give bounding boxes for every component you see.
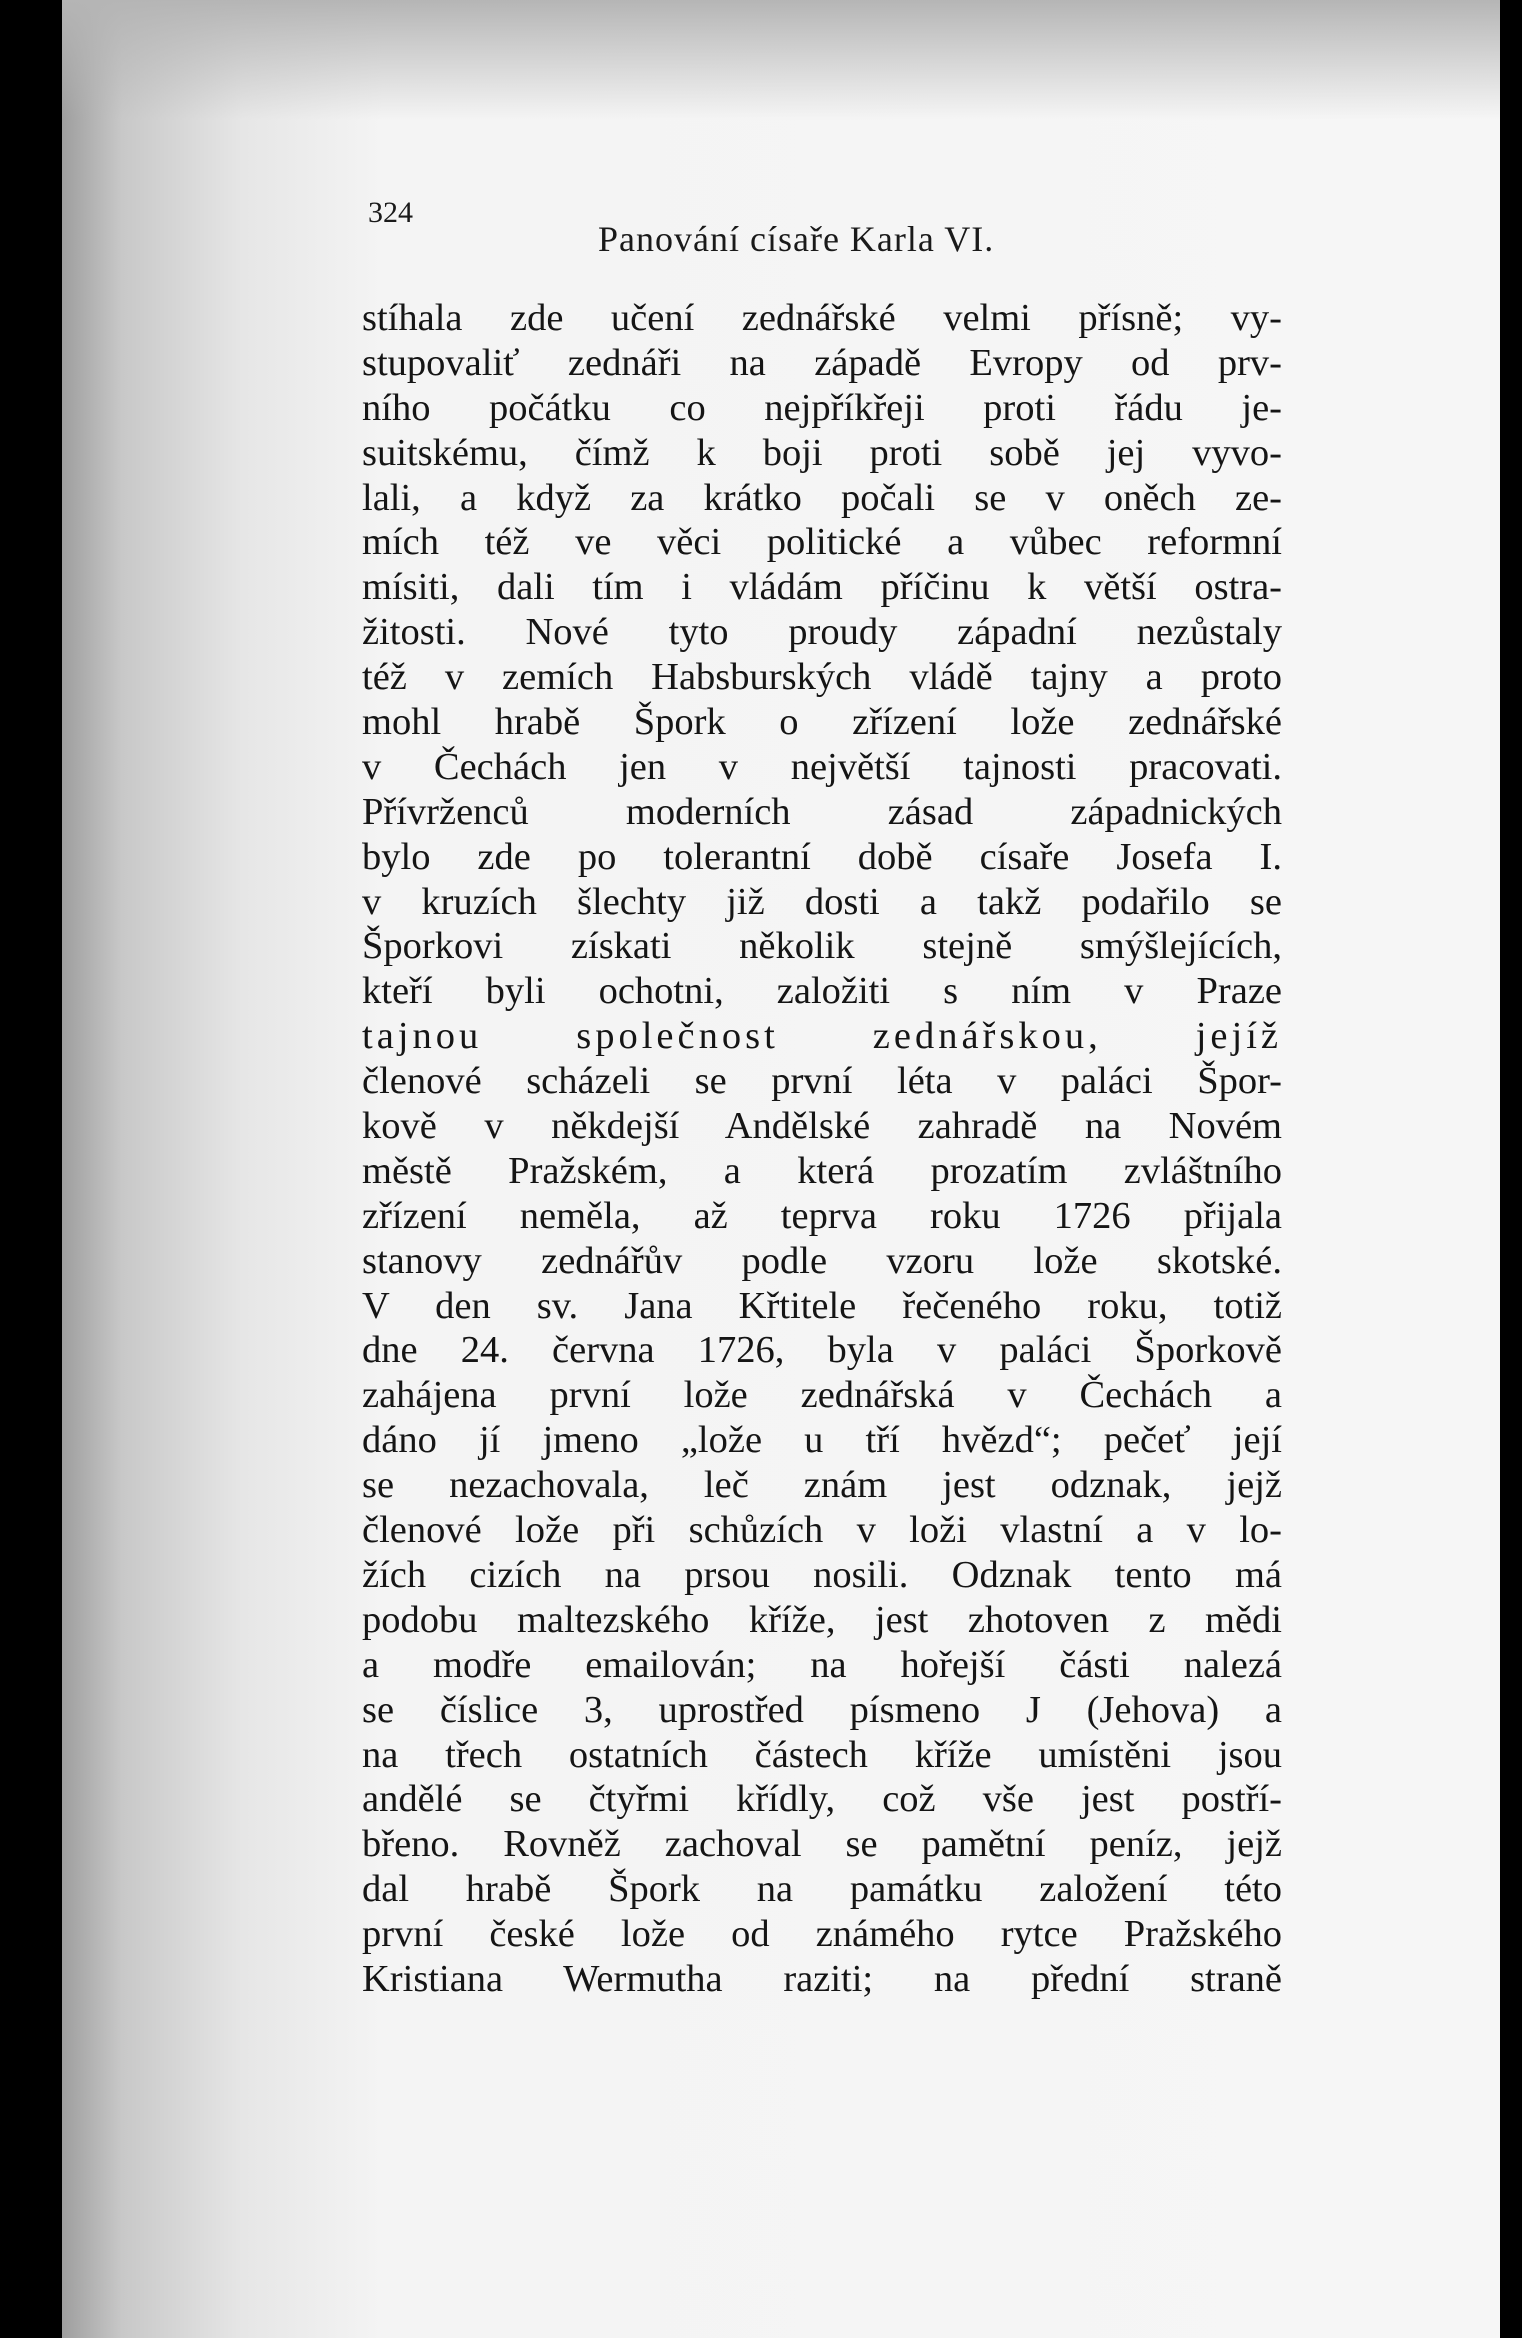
text-line: břeno. Rovněž zachoval se pamětní peníz, jejž	[362, 1823, 1282, 1866]
text-line: mích též ve věci politické a vůbec reformní	[362, 521, 1282, 564]
text-line: dal hrabě Špork na památku založení této	[362, 1868, 1282, 1911]
text-line: lali, a když za krátko počali se v oněch ze-	[362, 476, 1282, 519]
text-line: kteří byli ochotni, založiti s ním v Praze	[362, 970, 1282, 1013]
text-line: stupovaliť zednáři na západě Evropy od prv-	[362, 341, 1282, 384]
text-line: bylo zde po tolerantní době císaře Josefa I.	[362, 835, 1282, 878]
scan-left-border	[0, 0, 62, 2338]
text-line: mohl hrabě Špork o zřízení lože zednářské	[362, 701, 1282, 744]
text-line: dáno jí jmeno „lože u tří hvězd“; pečeť její	[362, 1419, 1282, 1462]
text-line: ního počátku co nejpříkřeji proti řádu je-	[362, 386, 1282, 429]
text-line: též v zemích Habsburských vládě tajny a proto	[362, 656, 1282, 699]
text-line: první české lože od známého rytce Pražského	[362, 1913, 1282, 1956]
text-line: se číslice 3, uprostřed písmeno J (Jehova) a	[362, 1688, 1282, 1731]
text-line: stanovy zednářův podle vzoru lože skotské.	[362, 1239, 1282, 1282]
text-line: v kruzích šlechty již dosti a takž podařilo se	[362, 880, 1282, 923]
text-line: žitosti. Nové tyto proudy západní nezůstaly	[362, 611, 1282, 654]
text-line: Přívrženců moderních zásad západnických	[362, 790, 1282, 833]
text-line: andělé se čtyřmi křídly, což vše jest postří-	[362, 1778, 1282, 1821]
text-line: a modře emailován; na hořejší části nalezá	[362, 1643, 1282, 1686]
text-line: Kristiana Wermutha raziti; na přední straně	[362, 1957, 1282, 2000]
text-line: V den sv. Jana Křtitele řečeného roku, totiž	[362, 1284, 1282, 1327]
text-line: na třech ostatních částech kříže umístěni jsou	[362, 1733, 1282, 1776]
text-line: podobu maltezského kříže, jest zhotoven z mědi	[362, 1598, 1282, 1641]
text-line: městě Pražském, a která prozatím zvláštního	[362, 1149, 1282, 1192]
text-line: Šporkovi získati několik stejně smýšlejících,	[362, 925, 1282, 968]
text-line: dne 24. června 1726, byla v paláci Šporkově	[362, 1329, 1282, 1372]
text-line: členové scházeli se první léta v paláci Špor-	[362, 1060, 1282, 1103]
text-line: se nezachovala, leč znám jest odznak, jejž	[362, 1464, 1282, 1507]
paper-top-shadow	[62, 0, 1500, 120]
text-line: kově v někdejší Andělské zahradě na Novém	[362, 1105, 1282, 1148]
text-line: suitskému, čímž k boji proti sobě jej vyvo-	[362, 431, 1282, 474]
running-title: Panování císaře Karla VI.	[598, 219, 995, 259]
text-line: žích cizích na prsou nosili. Odznak tento má	[362, 1553, 1282, 1596]
text-line: stíhala zde učení zednářské velmi přísně; vy-	[362, 297, 1282, 339]
text-line: členové lože při schůzích v loži vlastní a v lo-	[362, 1509, 1282, 1552]
text-line: zahájena první lože zednářská v Čechách a	[362, 1374, 1282, 1417]
text-line: mísiti, dali tím i vládám příčinu k větší ostra-	[362, 566, 1282, 609]
body-paragraph	[362, 296, 1282, 2002]
text-line-emphasized: tajnou společnost zednářskou, jejíž	[362, 1015, 1282, 1058]
text-line: v Čechách jen v největší tajnosti pracovati.	[362, 745, 1282, 788]
scan-right-border	[1500, 0, 1522, 2338]
page-number: 324	[368, 196, 413, 229]
text-line: zřízení neměla, až teprva roku 1726 přijala	[362, 1194, 1282, 1237]
